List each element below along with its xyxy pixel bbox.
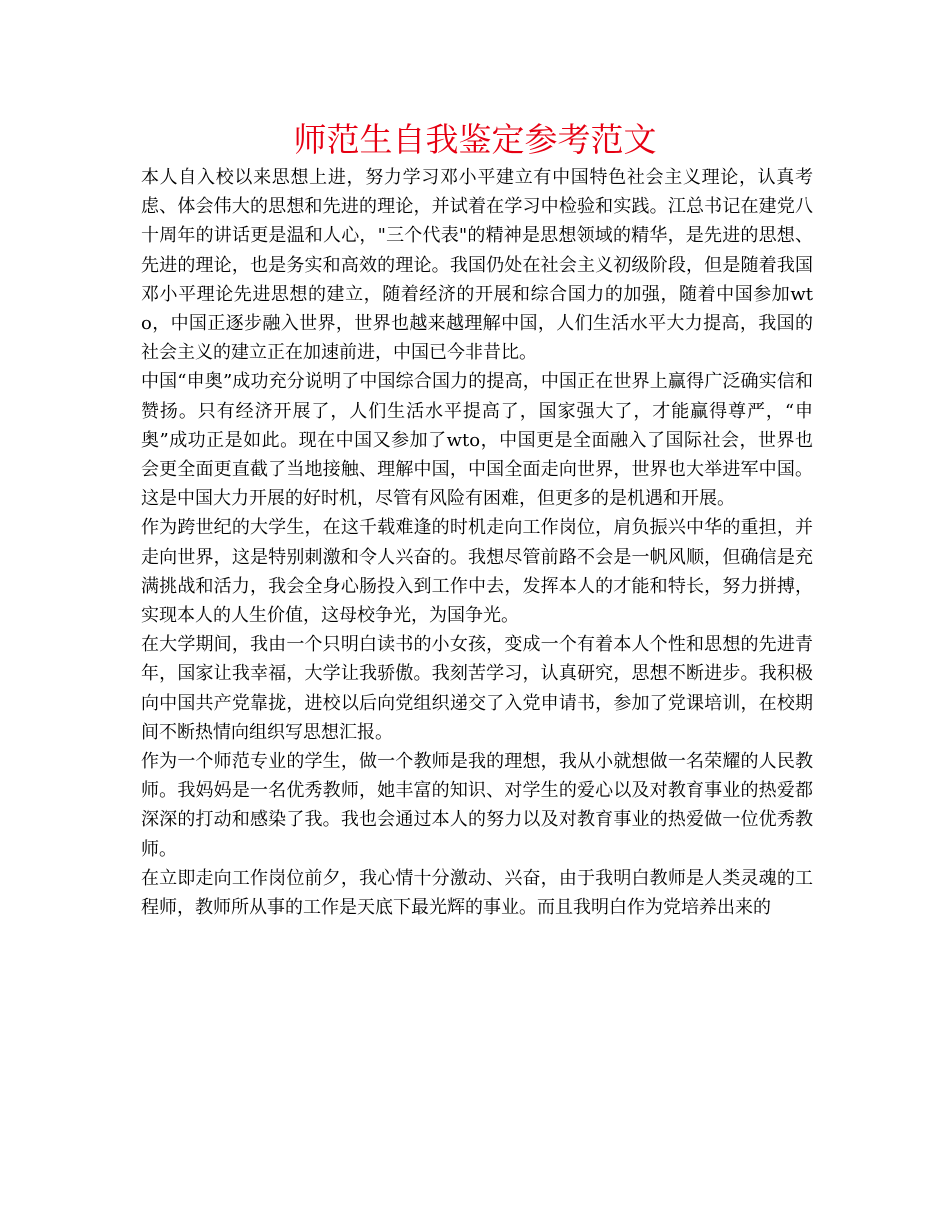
- paragraph-5: 作为一个师范专业的学生，做一个教师是我的理想，我从小就想做一名荣耀的人民教师。我妈妈是一名优秀教师，她丰富的知识、对学生的爱心以及对教育事业的热爱都深深的打动和感染了我。我也会通过本人的努力以及对教育事业的热爱做一位优秀教师。: [141, 751, 813, 860]
- paragraph-4: 在大学期间，我由一个只明白读书的小女孩，变成一个有着本人个性和思想的先进青年，国家让我幸福，大学让我骄傲。我刻苦学习，认真研究，思想不断进步。我积极向中国共产党靠拢，进校以后向党组织递交了入党申请书，参加了党课培训，在校期间不断热情向组织写思想汇报。: [141, 634, 813, 743]
- paragraph-3: 作为跨世纪的大学生，在这千载难逢的时机走向工作岗位，肩负振兴中华的重担，并走向世界，这是特别刺激和令人兴奋的。我想尽管前路不会是一帆风顺，但确信是充满挑战和活力，我会全身心肠投入到工作中去，发挥本人的才能和特长，努力拼搏，实现本人的人生价值，这母校争光，为国争光。: [141, 517, 813, 627]
- paragraph-6: 在立即走向工作岗位前夕，我心情十分激动、兴奋，由于我明白教师是人类灵魂的工程师，教师所从事的工作是天底下最光辉的事业。而且我明白作为党培养出来的: [141, 867, 813, 919]
- document-body: [141, 163, 813, 922]
- paragraph-2: 中国“申奥”成功充分说明了中国综合国力的提高，中国正在世界上赢得广泛确实信和赞扬。只有经济开展了，人们生活水平提高了，国家强大了，才能赢得尊严，“申奥”成功正是如此。现在中国又参加了wto，中国更是全面融入了国际社会，世界也会更全面更直截了当地接触、理解中国，中国全面走向世界，世界也大举进军中国。这是中国大力开展的好时机，尽管有风险有困难，但更多的是机遇和开展。: [141, 371, 813, 510]
- document-title: 师范生自我鉴定参考范文: [293, 120, 657, 159]
- paragraph-1: 本人自入校以来思想上进，努力学习邓小平建立有中国特色社会主义理论，认真考虑、体会伟大的思想和先进的理论，并试着在学习中检验和实践。江总书记在建党八十周年的讲话更是温和人心，"三个代表"的精神是思想领域的精华，是先进的思想、先进的理论，也是务实和高效的理论。我国仍处在社会主义初级阶段，但是随着我国邓小平理论先进思想的建立，随着经济的开展和综合国力的加强，随着中国参加wto，中国正逐步融入世界，世界也越来越理解中国，人们生活水平大力提高，我国的社会主义的建立正在加速前进，中国已今非昔比。: [141, 167, 813, 364]
